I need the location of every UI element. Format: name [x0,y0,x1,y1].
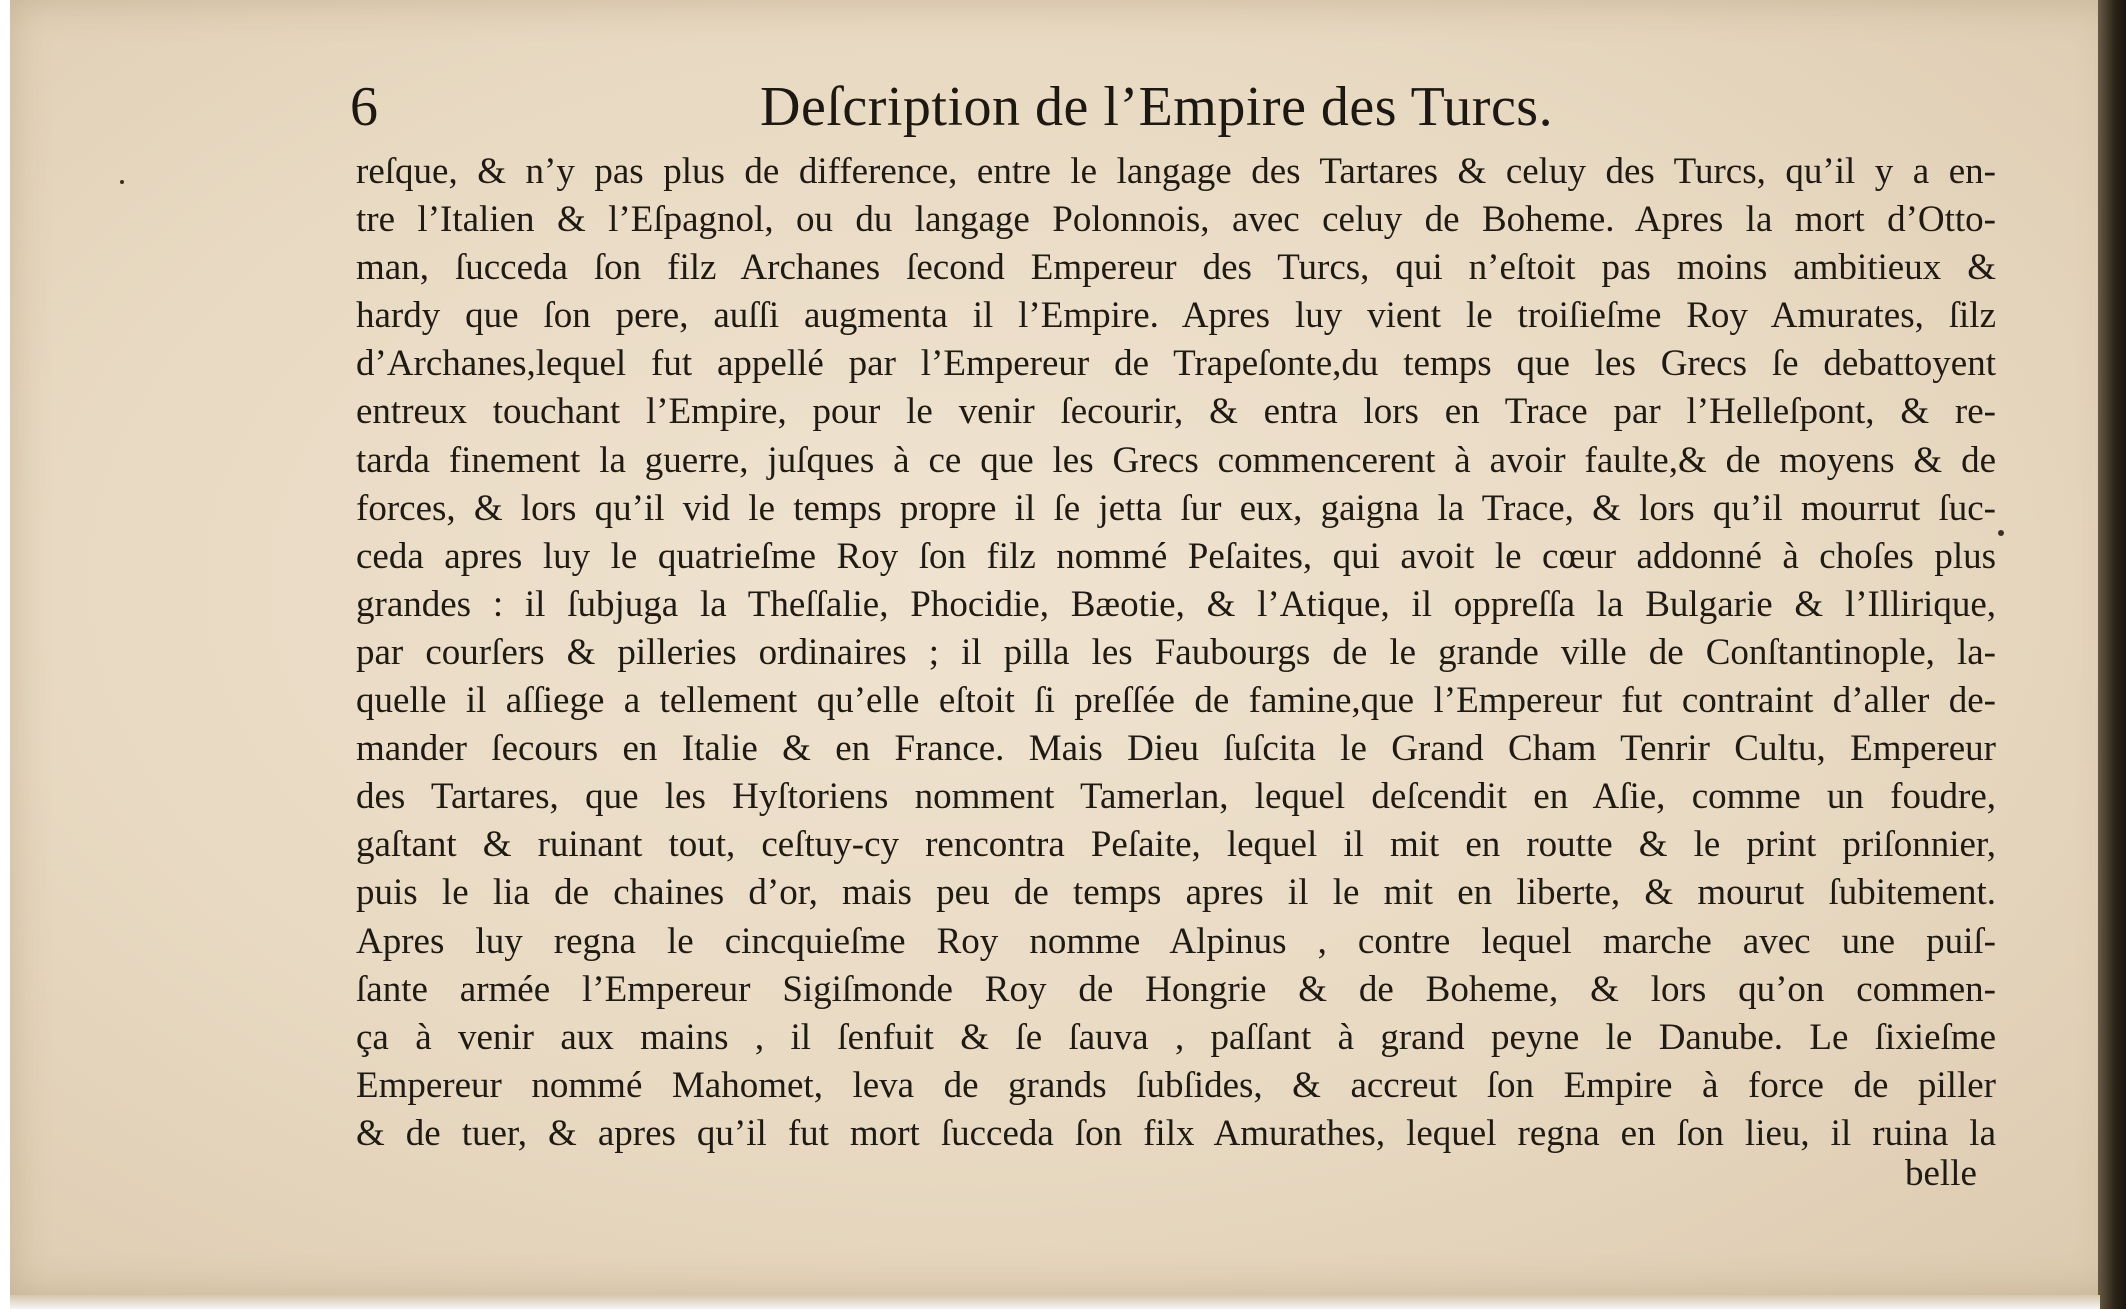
body-text [356,148,1996,1158]
text-line: reſque, & n’y pas plus de difference, entre le langage des Tartares & celuy des Turcs, qu’il y a en- [356,151,1996,192]
text-line: & de tuer, & apres qu’il fut mort ſucceda ſon filx Amurathes, lequel regna en ſon lieu, il ruina la [356,1112,1996,1154]
text-line: mander ſecours en Italie & en France. Mais Dieu ſuſcita le Grand Cham Tenrir Cultu, Empereur [356,728,1996,770]
page-header [350,72,1990,142]
text-line: des Tartares, que les Hyſtoriens nomment Tamerlan, lequel deſcendit en Aſie, comme un foudre, [356,776,1996,818]
ink-speck [120,180,124,184]
catchword: belle [1905,1153,1977,1194]
text-line: Empereur nommé Mahomet, leva de grands ſubſides, & accreut ſon Empire à force de piller [356,1064,1996,1106]
text-line: puis le lia de chaines d’or, mais peu de temps apres il le mit en liberte, & mourut ſubitement. [356,872,1996,914]
text-line: man, ſucceda ſon filz Archanes ſecond Empereur des Turcs, qui n’eſtoit pas moins ambitieux & [356,247,1996,289]
binding-edge [2098,0,2126,1309]
ink-speck [1998,530,2004,536]
text-line: tre l’Italien & l’Eſpagnol, ou du langage Polonnois, avec celuy de Boheme. Apres la mort d’Otto- [356,199,1996,241]
text-line: Apres luy regna le cincquieſme Roy nomme Alpinus , contre lequel marche avec une puiſ- [356,920,1996,962]
text-line: quelle il aſſiege a tellement qu’elle eſtoit ſi preſſée de famine,que l’Empereur fut contraint d’aller de- [356,680,1996,722]
text-line: tarda finement la guerre, juſques à ce que les Grecs commencerent à avoir faulte,& de moyens & de [356,439,1996,481]
text-line: gaſtant & ruinant tout, ceſtuy-cy rencontra Peſaite, lequel il mit en routte & le print priſonnier, [356,824,1996,866]
running-title: Deſcription de l’Empire des Turcs. [760,76,1554,138]
text-line: ça à venir aux mains , il ſenfuit & ſe ſauva , paſſant à grand peyne le Danube. Le ſixieſme [356,1016,1996,1058]
text-line: hardy que ſon pere, auſſi augmenta il l’Empire. Apres luy vient le troiſieſme Roy Amurates, ſilz [356,295,1996,337]
text-line: forces, & lors qu’il vid le temps propre il ſe jetta ſur eux, gaigna la Trace, & lors qu’il mourrut ſuc- [356,487,1996,529]
page-number: 6 [350,76,378,138]
text-line: d’Archanes,lequel fut appellé par l’Empereur de Trapeſonte,du temps que les Grecs ſe debattoyent [356,343,1996,385]
text-line: ſante armée l’Empereur Sigiſmonde Roy de Hongrie & de Boheme, & lors qu’on commen- [356,968,1996,1010]
text-line: ceda apres luy le quatrieſme Roy ſon filz nommé Peſaites, qui avoit le cœur addonné à choſes plus [356,535,1996,577]
page-bottom-edge [10,1295,2100,1309]
text-line: par courſers & pilleries ordinaires ; il pilla les Faubourgs de le grande ville de Conſtantinople, la- [356,631,1996,673]
text-line: entreux touchant l’Empire, pour le venir ſecourir, & entra lors en Trace par l’Helleſpont, & re- [356,391,1996,433]
text-line: grandes : il ſubjuga la Theſſalie, Phocidie, Bæotie, & l’Atique, il oppreſſa la Bulgarie & l’Illirique, [356,583,1996,625]
